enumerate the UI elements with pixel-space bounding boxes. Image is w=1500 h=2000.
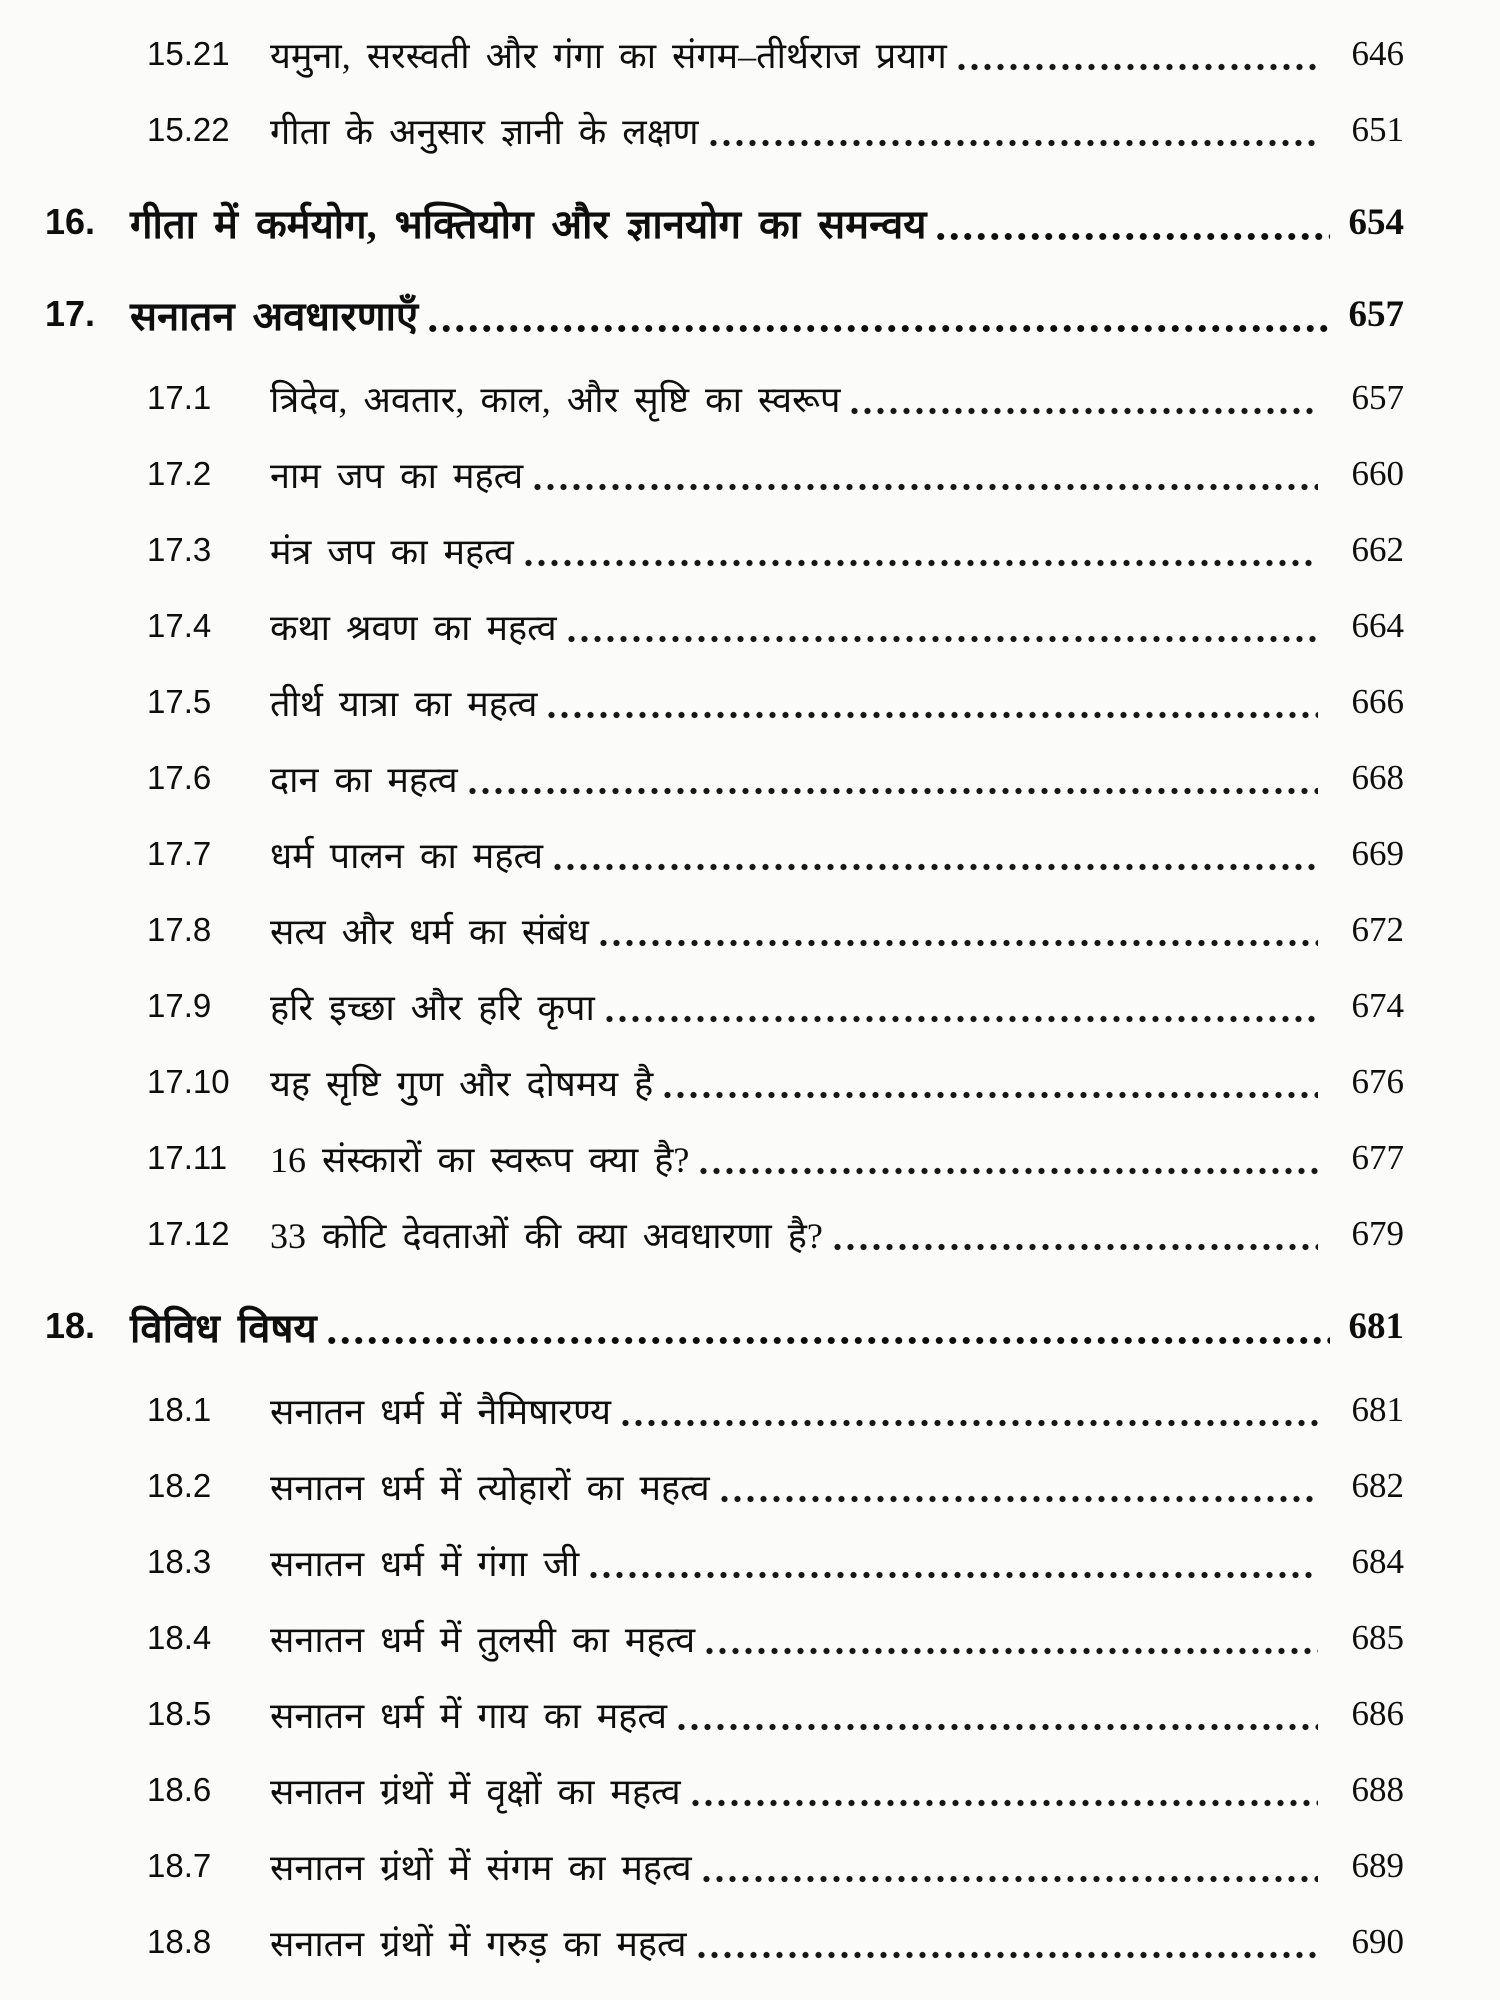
toc-entry: [0, 1372, 1404, 1448]
toc-entry: [0, 968, 1404, 1044]
toc-entry-number: 17.3: [147, 531, 212, 568]
toc-entry-page: 681: [1348, 1305, 1404, 1347]
toc-entry-title: सनातन ग्रंथों में संगम का महत्व: [270, 1847, 692, 1888]
toc-entry-title: सनातन धर्म में गाय का महत्व: [270, 1695, 667, 1736]
toc-entry-number: 17.11: [147, 1139, 228, 1176]
toc-entry-title: सनातन धर्म में गंगा जी: [270, 1543, 580, 1584]
toc-entry-number: 18.3: [147, 1543, 212, 1580]
toc-entry-number: 17.4: [147, 607, 212, 644]
toc-entry-title: यह सृष्टि गुण और दोषमय है: [270, 1063, 654, 1104]
toc-entry-title: सनातन ग्रंथों में वृक्षों का महत्व: [270, 1771, 681, 1812]
toc-leader-dots: [597, 939, 1318, 947]
toc-entry-page: 688: [1351, 1770, 1404, 1809]
toc-entry-page: 679: [1351, 1214, 1404, 1253]
toc-list: [0, 16, 1404, 1980]
toc-entry-title: गीता के अनुसार ज्ञानी के लक्षण: [270, 111, 699, 152]
toc-entry: [0, 436, 1404, 512]
toc-entry-title: दान का महत्व: [270, 759, 458, 800]
toc-leader-dots: [551, 863, 1318, 871]
toc-entry-page: 674: [1351, 986, 1404, 1025]
toc-leader-dots: [700, 1875, 1318, 1883]
toc-entry-number: 18.5: [147, 1695, 212, 1732]
toc-entry-number: 17.5: [147, 683, 212, 720]
toc-leader-dots: [545, 711, 1318, 719]
toc-entry-title: कथा श्रवण का महत्व: [270, 607, 557, 648]
toc-entry-number: 17.6: [147, 759, 212, 796]
toc-entry-title: मंत्र जप का महत्व: [270, 531, 514, 572]
toc-entry: [0, 276, 1404, 352]
toc-entry-number: 18.8: [147, 1923, 212, 1960]
toc-entry: [0, 1448, 1404, 1524]
toc-entry: [0, 1524, 1404, 1600]
toc-entry-page: 651: [1351, 110, 1404, 149]
toc-entry-number: 18.: [45, 1305, 96, 1346]
toc-entry: [0, 360, 1404, 436]
toc-entry: [0, 816, 1404, 892]
toc-entry-title: हरि इच्छा और हरि कृपा: [270, 987, 595, 1028]
toc-entry-number: 18.1: [147, 1391, 212, 1428]
toc-entry-page: 664: [1351, 606, 1404, 645]
toc-leader-dots: [831, 1243, 1318, 1251]
toc-entry-title: सनातन ग्रंथों में गरुड़ का महत्व: [270, 1923, 687, 1964]
toc-entry-number: 15.21: [147, 35, 230, 72]
toc-entry: [0, 1828, 1404, 1904]
toc-leader-dots: [718, 1495, 1318, 1503]
toc-leader-dots: [466, 787, 1318, 795]
toc-entry-number: 17.1: [147, 379, 212, 416]
toc-entry-page: 681: [1351, 1390, 1404, 1429]
toc-entry-page: 672: [1351, 910, 1404, 949]
toc-entry: [0, 1752, 1404, 1828]
toc-entry-page: 686: [1351, 1694, 1404, 1733]
toc-leader-dots: [934, 232, 1330, 241]
toc-entry-page: 662: [1351, 530, 1404, 569]
toc-entry-title: सनातन अवधारणाएँ: [130, 293, 419, 339]
toc-entry-page: 666: [1351, 682, 1404, 721]
toc-entry-title: 33 कोटि देवताओं की क्या अवधारणा है?: [270, 1215, 823, 1256]
toc-leader-dots: [955, 63, 1318, 71]
toc-entry: [0, 184, 1404, 260]
toc-leader-dots: [587, 1571, 1318, 1579]
toc-entry-page: 689: [1351, 1846, 1404, 1885]
toc-leader-dots: [522, 559, 1318, 567]
toc-entry-title: गीता में कर्मयोग, भक्तियोग और ज्ञानयोग का समन्वय: [130, 201, 927, 247]
toc-entry-title: त्रिदेव, अवतार, काल, और सृष्टि का स्वरूप: [270, 379, 841, 420]
toc-entry: [0, 16, 1404, 92]
toc-entry-page: 685: [1351, 1618, 1404, 1657]
toc-entry: [0, 1288, 1404, 1364]
toc-leader-dots: [661, 1091, 1318, 1099]
toc-entry-title: सनातन धर्म में नैमिषारण्य: [270, 1391, 612, 1432]
toc-entry-number: 18.7: [147, 1847, 212, 1884]
toc-leader-dots: [697, 1167, 1318, 1175]
toc-entry-page: 657: [1351, 378, 1404, 417]
toc-leader-dots: [426, 324, 1330, 333]
toc-entry: [0, 92, 1404, 168]
toc-entry: [0, 1676, 1404, 1752]
toc-entry-number: 16.: [45, 201, 96, 242]
toc-leader-dots: [695, 1951, 1318, 1959]
toc-entry-number: 17.: [45, 293, 96, 334]
toc-leader-dots: [619, 1419, 1318, 1427]
toc-leader-dots: [707, 139, 1318, 147]
toc-leader-dots: [325, 1336, 1330, 1345]
toc-leader-dots: [603, 1015, 1318, 1023]
toc-entry-number: 17.9: [147, 987, 212, 1024]
toc-entry-page: 669: [1351, 834, 1404, 873]
toc-entry: [0, 588, 1404, 664]
toc-entry-page: 682: [1351, 1466, 1404, 1505]
toc-entry: [0, 1120, 1404, 1196]
toc-entry: [0, 1196, 1404, 1272]
toc-entry-page: 676: [1351, 1062, 1404, 1101]
toc-entry-title: सत्य और धर्म का संबंध: [270, 911, 589, 952]
toc-entry-number: 17.8: [147, 911, 212, 948]
toc-entry: [0, 1600, 1404, 1676]
toc-leader-dots: [703, 1647, 1318, 1655]
toc-entry-number: 15.22: [147, 111, 230, 148]
toc-entry-title: यमुना, सरस्वती और गंगा का संगम–तीर्थराज प्रयाग: [270, 35, 947, 76]
toc-entry-number: 18.4: [147, 1619, 212, 1656]
toc-entry-number: 17.12: [147, 1215, 230, 1252]
toc-entry-number: 18.2: [147, 1467, 212, 1504]
toc-leader-dots: [565, 635, 1318, 643]
toc-entry: [0, 664, 1404, 740]
toc-entry-page: 690: [1351, 1922, 1404, 1961]
toc-entry-number: 17.2: [147, 455, 212, 492]
toc-leader-dots: [848, 407, 1318, 415]
toc-entry-title: 16 संस्कारों का स्वरूप क्या है?: [270, 1139, 690, 1180]
toc-entry: [0, 1044, 1404, 1120]
toc-entry: [0, 512, 1404, 588]
toc-entry-title: विविध विषय: [130, 1305, 317, 1351]
toc-leader-dots: [689, 1799, 1318, 1807]
toc-leader-dots: [675, 1723, 1318, 1731]
toc-entry-title: धर्म पालन का महत्व: [270, 835, 544, 876]
toc-entry-page: 654: [1348, 201, 1404, 243]
toc-entry-title: नाम जप का महत्व: [270, 455, 524, 496]
toc-entry-number: 18.6: [147, 1771, 212, 1808]
toc-entry-page: 668: [1351, 758, 1404, 797]
toc-entry: [0, 740, 1404, 816]
toc-entry-number: 17.7: [147, 835, 212, 872]
toc-entry-page: 646: [1351, 34, 1404, 73]
toc-entry-page: 677: [1351, 1138, 1404, 1177]
toc-entry-title: सनातन धर्म में त्योहारों का महत्व: [270, 1467, 710, 1508]
toc-entry-number: 17.10: [147, 1063, 230, 1100]
toc-entry-page: 684: [1351, 1542, 1404, 1581]
toc-entry-title: तीर्थ यात्रा का महत्व: [270, 683, 538, 724]
toc-entry: [0, 892, 1404, 968]
toc-entry-title: सनातन धर्म में तुलसी का महत्व: [270, 1619, 696, 1660]
toc-entry: [0, 1904, 1404, 1980]
toc-leader-dots: [531, 483, 1318, 491]
toc-entry-page: 660: [1351, 454, 1404, 493]
toc-entry-page: 657: [1348, 293, 1404, 335]
